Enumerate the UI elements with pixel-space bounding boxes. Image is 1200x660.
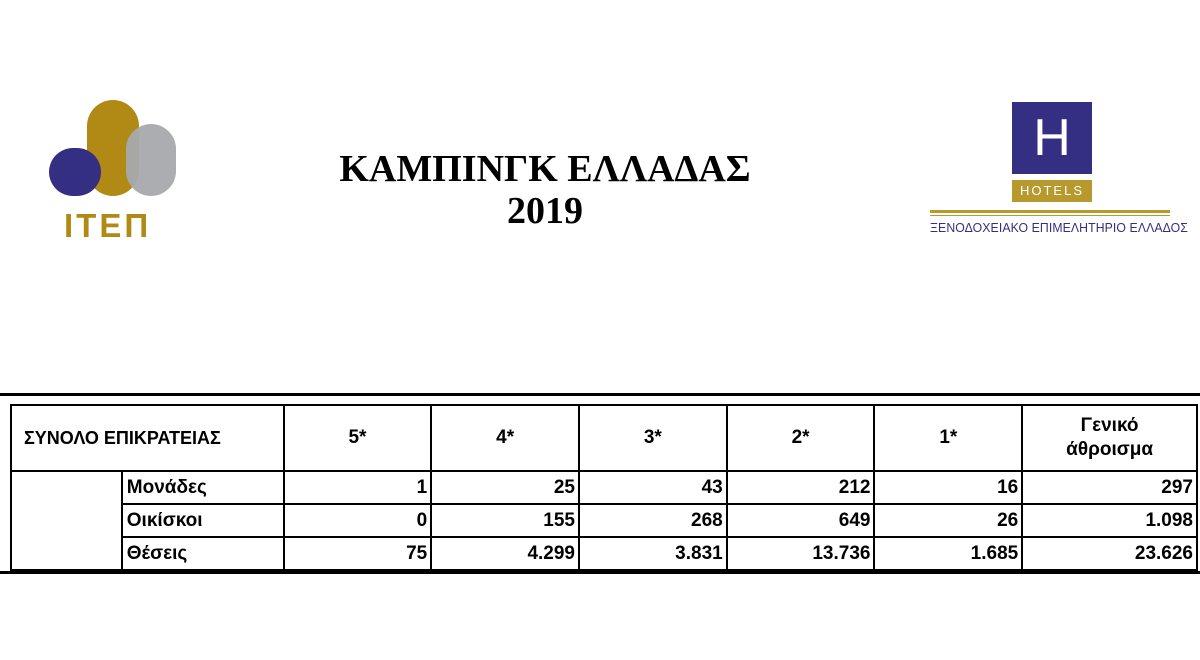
table-cell: 1 (284, 471, 432, 504)
total-cell: 23.626 (1022, 537, 1197, 570)
table-row (11, 504, 1197, 537)
title-line-1: ΚΑΜΠΙΝΓΚ ΕΛΛΑΔΑΣ (339, 148, 751, 190)
table-cell: 155 (431, 504, 579, 537)
table-cell: 26 (874, 504, 1022, 537)
page-title (300, 148, 790, 232)
hotels-chamber-logo (930, 102, 1188, 252)
table-cell: 25 (431, 471, 579, 504)
header-1-star: 1* (874, 405, 1022, 471)
header-3-star: 3* (579, 405, 727, 471)
table-cell: 649 (727, 504, 875, 537)
table-cell: 75 (284, 537, 432, 570)
statistics-table (10, 404, 1198, 571)
itep-circles-icon (44, 96, 184, 206)
header-grand-total (1022, 405, 1197, 471)
hotels-chamber-name: ΞΕΝΟΔΟΧΕΙΑΚΟ ΕΠΙΜΕΛΗΤΗΡΙΟ ΕΛΛΑΔΟΣ (930, 221, 1188, 235)
header-4-star: 4* (431, 405, 579, 471)
table-cell: 43 (579, 471, 727, 504)
table-cell: 1.685 (874, 537, 1022, 570)
total-cell: 1.098 (1022, 504, 1197, 537)
table-cell: 13.736 (727, 537, 875, 570)
header-grand-total-line2: άθροισμα (1066, 439, 1154, 460)
table-row (11, 537, 1197, 570)
table-row (11, 471, 1197, 504)
title-line-2: 2019 (507, 190, 583, 232)
blank-cell (11, 471, 122, 570)
header-grand-total-line1: Γενικό (1080, 415, 1139, 436)
hotels-h-icon: H (1012, 102, 1092, 174)
table-header-row (11, 405, 1197, 471)
total-cell: 297 (1022, 471, 1197, 504)
header-2-star: 2* (727, 405, 875, 471)
hotels-strip: HOTELS (1012, 180, 1092, 202)
itep-logo-text: ΙΤΕΠ (64, 207, 152, 244)
row-label: Οικίσκοι (122, 504, 284, 537)
header-5-star: 5* (284, 405, 432, 471)
table-cell: 268 (579, 504, 727, 537)
itep-logo (44, 96, 184, 248)
table-cell: 0 (284, 504, 432, 537)
statistics-table-frame (0, 393, 1200, 574)
table-cell: 16 (874, 471, 1022, 504)
hotels-divider-thin (930, 215, 1170, 216)
table-cell: 212 (727, 471, 875, 504)
header-region: ΣΥΝΟΛΟ ΕΠΙΚΡΑΤΕΙΑΣ (11, 405, 284, 471)
row-label: Μονάδες (122, 471, 284, 504)
table-cell: 4.299 (431, 537, 579, 570)
row-label: Θέσεις (122, 537, 284, 570)
table-cell: 3.831 (579, 537, 727, 570)
hotels-divider (930, 210, 1170, 213)
